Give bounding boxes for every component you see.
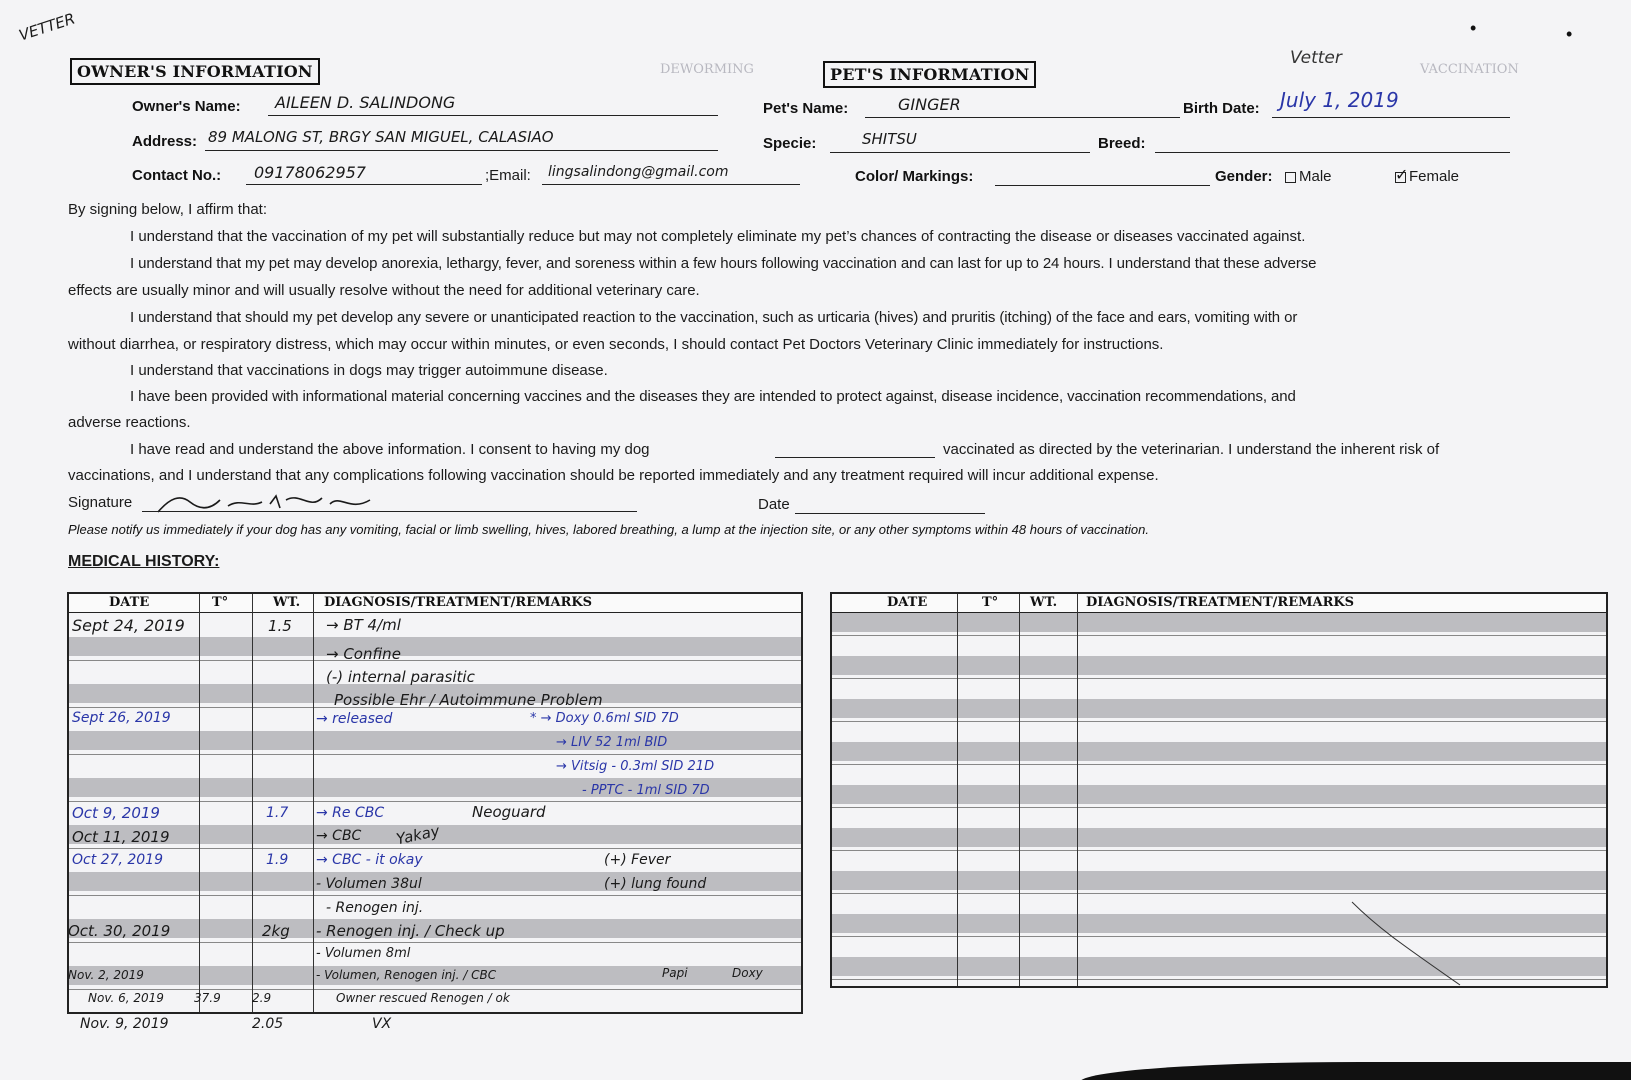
entry-weight: 1.5	[268, 617, 292, 635]
entry-weight: 1.9	[266, 852, 289, 868]
ghost-deworming-text: DEWORMING	[660, 62, 754, 77]
gender-male-option[interactable]: Male	[1285, 168, 1332, 185]
header-weight: WT.	[1030, 595, 1058, 610]
table-row	[832, 893, 1606, 912]
medical-history-table	[67, 592, 803, 1014]
pet-specie-value: SHITSU	[862, 130, 917, 148]
pet-name-label: Pet's Name:	[763, 100, 849, 117]
table-row	[69, 731, 801, 750]
table-row	[832, 871, 1606, 890]
table-row	[832, 721, 1606, 740]
entry-date: Oct 11, 2019	[72, 828, 170, 846]
entry-weight: 1.7	[266, 805, 289, 821]
pet-birth-label: Birth Date:	[1183, 100, 1260, 117]
scan-mark: •	[1470, 18, 1477, 38]
entry-date: Oct. 30, 2019	[68, 922, 171, 940]
entry-remarks: → Confine	[326, 645, 401, 663]
side-note: Neoguard	[472, 803, 546, 821]
signature-label: Signature	[68, 494, 133, 511]
table-row	[69, 707, 801, 726]
table-row	[69, 848, 801, 867]
pen-stroke	[1350, 900, 1470, 990]
owner-name-value: AILEEN D. SALINDONG	[275, 93, 456, 112]
header-date: DATE	[109, 595, 150, 610]
side-note: Papi	[662, 966, 688, 980]
table-row	[832, 914, 1606, 933]
table-row	[832, 635, 1606, 654]
below-table-remarks: VX	[372, 1016, 392, 1032]
consent-paragraph-6b: vaccinations, and I understand that any complications following vaccination should be reported immediately and any treatment required will incur additional expense.	[68, 467, 1159, 484]
consent-paragraph-3a: I understand that should my pet develop any severe or unanticipated reaction to the vaccination, such as urticaria (hives) and pruritis (itching) of the face and ears, vomiting with or	[130, 309, 1298, 326]
table-row	[832, 807, 1606, 826]
below-table-date: Nov. 9, 2019	[80, 1016, 169, 1032]
owner-email-value: lingsalindong@gmail.com	[548, 164, 729, 180]
table-row	[832, 699, 1606, 718]
male-checkbox[interactable]	[1285, 172, 1296, 183]
table-row	[69, 942, 801, 961]
consent-intro: By signing below, I affirm that:	[68, 201, 267, 218]
table-row	[832, 613, 1606, 632]
entry-remarks: - Volumen 8ml	[316, 946, 411, 961]
entry-date: Sept 26, 2019	[72, 710, 171, 726]
female-checkbox[interactable]: ✓	[1395, 166, 1409, 184]
table-row	[69, 801, 801, 820]
owner-name-label: Owner's Name:	[132, 98, 241, 115]
entry-remarks: → BT 4/ml	[326, 616, 401, 634]
owner-email-label: ;Email:	[485, 167, 531, 184]
side-note: → LIV 52 1ml BID	[556, 735, 668, 750]
side-note: Yakay	[394, 821, 442, 849]
gender-female-option[interactable]: ✓ Female	[1395, 166, 1460, 185]
entry-remarks: → Re CBC	[316, 805, 385, 821]
entry-remarks: Possible Ehr / Autoimmune Problem	[334, 691, 603, 709]
entry-temp: 37.9	[194, 991, 221, 1005]
pet-vetter-note: Vetter	[1290, 48, 1342, 68]
table-row	[832, 764, 1606, 783]
owner-address-value: 89 MALONG ST, BRGY SAN MIGUEL, CALASIAO	[208, 128, 554, 146]
table-header	[69, 594, 801, 613]
table-row	[832, 742, 1606, 761]
owner-section-title: OWNER'S INFORMATION	[70, 58, 320, 85]
consent-paragraph-2b: effects are usually minor and will usually resolve without the need for additional veterinary care.	[68, 282, 700, 299]
table-row	[69, 637, 801, 656]
table-row	[832, 957, 1606, 976]
owner-contact-label: Contact No.:	[132, 167, 222, 184]
table-row	[832, 850, 1606, 869]
consent-paragraph-5a: I have been provided with informational material concerning vaccines and the diseases they are intended to protect against, disease incidence, vaccination recommendations, and	[130, 388, 1296, 405]
table-row	[832, 828, 1606, 847]
side-note: (+) Fever	[604, 852, 671, 868]
consent-paragraph-3b: without diarrhea, or respiratory distress, which may occur within minutes, or even seconds, I should contact Pet Doctors Veterinary Clinic immediately for instructions.	[68, 336, 1164, 353]
entry-remarks: → CBC	[316, 828, 362, 844]
owner-contact-value: 09178062957	[254, 163, 366, 182]
table-row	[832, 656, 1606, 675]
pet-name-value: GINGER	[898, 95, 961, 114]
header-remarks: DIAGNOSIS/TREATMENT/REMARKS	[324, 595, 593, 610]
pet-breed-label: Breed:	[1098, 135, 1146, 152]
table-header	[832, 594, 1606, 613]
scan-edge-shadow	[1080, 1062, 1631, 1080]
table-row	[832, 678, 1606, 697]
entry-remarks: Owner rescued Renogen / ok	[336, 991, 510, 1005]
table-row	[69, 895, 801, 914]
pet-birth-value: July 1, 2019	[1280, 88, 1399, 112]
side-note: - PPTC - 1ml SID 7D	[582, 783, 710, 798]
entry-remarks: - Volumen, Renogen inj. / CBC	[316, 968, 497, 982]
entry-remarks: - Renogen inj.	[326, 900, 424, 916]
entry-weight: 2.9	[252, 991, 272, 1005]
consent-paragraph-1: I understand that the vaccination of my pet will substantially reduce but may not completely eliminate my pet’s chances of contracting the disease or diseases vaccinated against.	[130, 228, 1306, 245]
entry-date: Nov. 6, 2019	[88, 991, 164, 1005]
entry-date: Sept 24, 2019	[72, 616, 185, 635]
owner-signature	[150, 488, 390, 518]
entry-date: Oct 9, 2019	[72, 804, 160, 822]
pet-section-title: PET'S INFORMATION	[823, 61, 1036, 88]
entry-weight: 2kg	[262, 922, 290, 940]
entry-remarks: - Volumen 38ul	[316, 876, 422, 892]
consent-paragraph-6a-start: I have read and understand the above information. I consent to having my dog	[130, 441, 650, 458]
medical-history-table-continued	[830, 592, 1608, 988]
consent-paragraph-6a-end: vaccinated as directed by the veterinarian. I understand the inherent risk of	[943, 441, 1440, 458]
side-note: (+) lung found	[604, 876, 707, 892]
scan-mark: •	[1566, 24, 1573, 44]
side-note: Doxy	[732, 966, 763, 980]
consent-paragraph-4: I understand that vaccinations in dogs may trigger autoimmune disease.	[130, 362, 608, 379]
entry-date: Oct 27, 2019	[72, 852, 163, 868]
ghost-vaccination-text: VACCINATION	[1420, 62, 1519, 77]
table-row	[832, 785, 1606, 804]
consent-paragraph-2a: I understand that my pet may develop anorexia, lethargy, fever, and soreness within a few hours following vaccination and can last for up to 24 hours. I understand that these adverse	[130, 255, 1317, 272]
header-temp: T°	[982, 595, 999, 610]
pet-gender-label: Gender:	[1215, 168, 1273, 185]
below-table-weight: 2.05	[252, 1016, 284, 1032]
entry-remarks: → CBC - it okay	[316, 852, 423, 868]
medical-history-title: MEDICAL HISTORY:	[68, 553, 220, 570]
owner-address-label: Address:	[132, 133, 198, 150]
entry-remarks: (-) internal parasitic	[326, 668, 475, 686]
pet-specie-label: Specie:	[763, 135, 817, 152]
table-row	[832, 936, 1606, 955]
side-note: * → Doxy 0.6ml SID 7D	[530, 711, 679, 726]
consent-paragraph-5b: adverse reactions.	[68, 414, 191, 431]
notice-text: Please notify us immediately if your dog has any vomiting, facial or limb swelling, hives, labored breathing, a lump at the injection site, or any other symptoms within 48 hours of vaccination.	[68, 522, 1149, 537]
header-date: DATE	[887, 595, 928, 610]
entry-date: Nov. 2, 2019	[68, 968, 144, 982]
header-remarks: DIAGNOSIS/TREATMENT/REMARKS	[1086, 595, 1355, 610]
side-note: → Vitsig - 0.3ml SID 21D	[556, 759, 715, 774]
date-label: Date	[758, 496, 790, 513]
corner-note: VETTER	[16, 9, 78, 45]
header-weight: WT.	[273, 595, 301, 610]
header-temp: T°	[212, 595, 229, 610]
entry-remarks: → released	[316, 711, 393, 727]
entry-remarks: - Renogen inj. / Check up	[316, 922, 505, 940]
pet-color-label: Color/ Markings:	[855, 168, 974, 185]
